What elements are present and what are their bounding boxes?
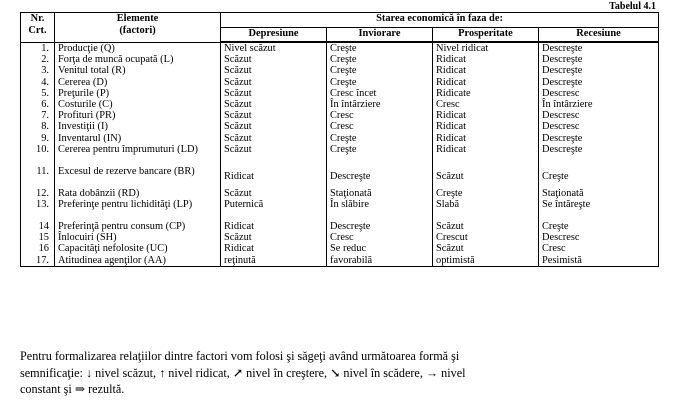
factor-name: Cererea (D) [55, 77, 221, 88]
phase-value: Descreşte [539, 42, 659, 54]
phase-value: Cresc [327, 110, 433, 121]
factor-name: Inventarul (IN) [55, 133, 221, 144]
phase-value: Creşte [539, 166, 659, 188]
footer-line-2 [20, 365, 660, 382]
table-body [21, 42, 659, 266]
phase-value: Scăzut [221, 188, 327, 199]
table-row [21, 65, 659, 76]
phase-value: Cresc [433, 99, 539, 110]
phase-value: Descreşte [327, 221, 433, 232]
phase-value: Creşte [327, 54, 433, 65]
footer-paragraph [20, 348, 660, 398]
header-nr [21, 13, 55, 43]
phase-value: Scăzut [221, 232, 327, 243]
table-row [21, 110, 659, 121]
factor-name: Capacităţi nefolosite (UC) [55, 243, 221, 254]
header-group: Starea economică în faza de: [221, 13, 659, 28]
factor-name: Investiţii (I) [55, 121, 221, 132]
factor-name: Producţie (Q) [55, 42, 221, 54]
phase-value: Creşte [327, 65, 433, 76]
phase-value: Descreşte [539, 144, 659, 166]
phase-value: Creşte [327, 144, 433, 166]
row-number: 8. [21, 121, 55, 132]
phase-value: Scăzut [221, 88, 327, 99]
table-row [21, 54, 659, 65]
phase-value: Ridicat [221, 166, 327, 188]
header-elemente [55, 13, 221, 43]
row-number: 13. [21, 199, 55, 221]
table-row [21, 243, 659, 254]
header-factori-label: (factori) [119, 25, 156, 36]
row-number: 17. [21, 255, 55, 267]
factor-name: Excesul de rezerve bancare (BR) [55, 166, 221, 188]
phase-value: Scăzut [221, 110, 327, 121]
footer-text: nivel [438, 365, 466, 380]
factor-name: Preferinţe pentru lichidităţi (LP) [55, 199, 221, 221]
row-number: 5. [21, 88, 55, 99]
factor-name: Rata dobânzii (RD) [55, 188, 221, 199]
table-row [21, 188, 659, 199]
phase-value: Ridicate [433, 88, 539, 99]
phase-value: Ridicat [433, 121, 539, 132]
row-number: 15 [21, 232, 55, 243]
row-number: 4. [21, 77, 55, 88]
factor-name: Preferinţă pentru consum (CP) [55, 221, 221, 232]
header-elemente-label: Elemente [116, 13, 159, 24]
phase-value: Descresc [539, 232, 659, 243]
table-caption: Tabelul 4.1 [609, 1, 656, 12]
phase-value: Pesimistă [539, 255, 659, 267]
phase-value: Cresc [539, 243, 659, 254]
economic-cycle-table [20, 12, 659, 267]
phase-value: Ridicat [221, 221, 327, 232]
table-row [21, 99, 659, 110]
phase-value: Ridicat [221, 243, 327, 254]
phase-value: Descreşte [327, 166, 433, 188]
row-number: 10. [21, 144, 55, 166]
arrow-up-icon: ↑ [159, 365, 166, 380]
phase-value: Nivel ridicat [433, 42, 539, 54]
row-number: 7. [21, 110, 55, 121]
factor-name: Venitul total (R) [55, 65, 221, 76]
phase-value: Ridicat [433, 110, 539, 121]
arrow-down-icon: ↓ [86, 365, 93, 380]
phase-value: Cresc încet [327, 88, 433, 99]
header-phase-recesiune: Recesiune [539, 28, 659, 43]
phase-value: Scăzut [221, 54, 327, 65]
table-row [21, 144, 659, 166]
factor-name: Atitudinea agenţilor (AA) [55, 255, 221, 267]
phase-value: Descresc [539, 110, 659, 121]
footer-line-3 [20, 381, 660, 398]
phase-value: Crescut [433, 232, 539, 243]
phase-value: Descresc [539, 121, 659, 132]
factor-name: Cererea pentru împrumuturi (LD) [55, 144, 221, 166]
phase-value: Creşte [433, 188, 539, 199]
phase-value: Ridicat [433, 54, 539, 65]
footer-text: semnificaţie: [20, 365, 86, 380]
table-row [21, 77, 659, 88]
phase-value: Ridicat [433, 144, 539, 166]
phase-value: Scăzut [221, 77, 327, 88]
table-row [21, 255, 659, 267]
footer-text: nivel în scădere, [340, 365, 426, 380]
phase-value: reţinută [221, 255, 327, 267]
phase-value: Slabă [433, 199, 539, 221]
phase-value: Nivel scăzut [221, 42, 327, 54]
table-row [21, 221, 659, 232]
phase-value: Scăzut [221, 65, 327, 76]
phase-value: Descreşte [539, 54, 659, 65]
phase-value: Scăzut [221, 121, 327, 132]
phase-value: Staţionată [539, 188, 659, 199]
phase-value: Creşte [327, 77, 433, 88]
row-number: 12. [21, 188, 55, 199]
row-number: 1. [21, 42, 55, 54]
phase-value: În slăbire [327, 199, 433, 221]
phase-value: favorabilă [327, 255, 433, 267]
phase-value: Se întăreşte [539, 199, 659, 221]
arrow-up-right-icon: ↗ [232, 365, 244, 380]
row-number: 11. [21, 166, 55, 188]
row-number: 14 [21, 221, 55, 232]
phase-value: Ridicat [433, 77, 539, 88]
phase-value: Se reduc [327, 243, 433, 254]
factor-name: Preţurile (P) [55, 88, 221, 99]
arrow-right-icon: → [425, 365, 439, 380]
implies-arrow-icon: ⇒ [74, 382, 86, 396]
phase-value: Cresc [327, 121, 433, 132]
factor-name: Profituri (PR) [55, 110, 221, 121]
row-number: 3. [21, 65, 55, 76]
table-row [21, 133, 659, 144]
phase-value: Creşte [327, 42, 433, 54]
phase-value: Puternică [221, 199, 327, 221]
table-row [21, 121, 659, 132]
footer-line-1 [20, 348, 660, 365]
header-crt-label: Crt. [28, 25, 47, 36]
header-nr-label: Nr. [30, 13, 45, 24]
factor-name: Înlocuiri (SH) [55, 232, 221, 243]
phase-value: Scăzut [433, 221, 539, 232]
footer-text: nivel în creştere, [243, 365, 331, 380]
phase-value: Scăzut [221, 99, 327, 110]
phase-value: Ridicat [433, 65, 539, 76]
phase-value: Creşte [327, 133, 433, 144]
table-row [21, 88, 659, 99]
footer-text: rezultă. [85, 382, 125, 396]
row-number: 6. [21, 99, 55, 110]
phase-value: Staţionată [327, 188, 433, 199]
header-phase-depresiune: Depresiune [221, 28, 327, 43]
phase-value: Descreşte [539, 77, 659, 88]
phase-value: Ridicat [433, 133, 539, 144]
phase-value: optimistă [433, 255, 539, 267]
table-row [21, 42, 659, 54]
phase-value: Scăzut [221, 144, 327, 166]
phase-value: Descreşte [539, 65, 659, 76]
phase-value: Creşte [539, 221, 659, 232]
header-phase-prosperitate: Prosperitate [433, 28, 539, 43]
arrow-down-right-icon: ↘ [330, 365, 341, 380]
footer-text: nivel ridicat, [165, 365, 233, 380]
phase-value: Scăzut [433, 243, 539, 254]
footer-text: constant şi [20, 382, 75, 396]
factor-name: Costurile (C) [55, 99, 221, 110]
phase-value: Scăzut [221, 133, 327, 144]
row-number: 2. [21, 54, 55, 65]
phase-value: Cresc [327, 232, 433, 243]
table-row [21, 199, 659, 221]
table-row [21, 166, 659, 188]
header-phase-inviorare: Inviorare [327, 28, 433, 43]
phase-value: Descresc [539, 88, 659, 99]
footer-text: Pentru formalizarea relaţiilor dintre factori vom folosi şi săgeţi având următoarea formă şi [20, 349, 460, 363]
factor-name: Forţa de muncă ocupată (L) [55, 54, 221, 65]
row-number: 16 [21, 243, 55, 254]
phase-value: În întârziere [327, 99, 433, 110]
phase-value: Descreşte [539, 133, 659, 144]
table-row [21, 232, 659, 243]
footer-text: nivel scăzut, [92, 365, 160, 380]
phase-value: În întârziere [539, 99, 659, 110]
phase-value: Scăzut [433, 166, 539, 188]
row-number: 9. [21, 133, 55, 144]
